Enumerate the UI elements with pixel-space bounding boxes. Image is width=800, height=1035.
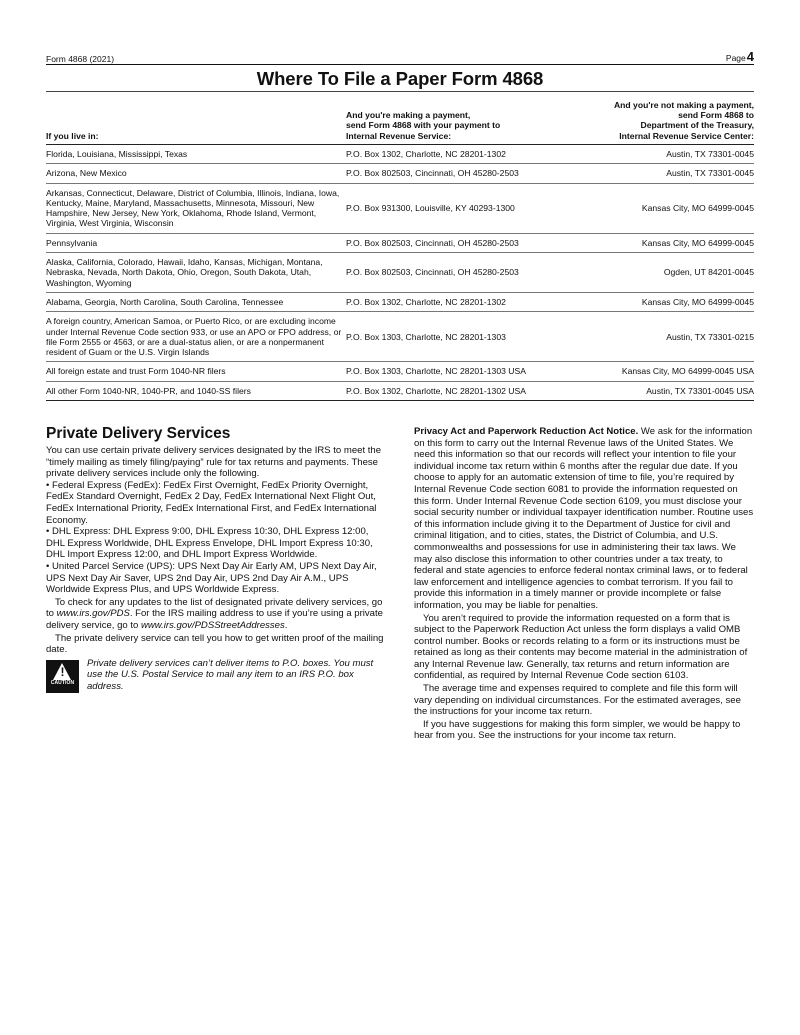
without-payment-cell: Kansas City, MO 64999-0045 USA — [586, 362, 754, 381]
privacy-act-section — [414, 426, 754, 742]
table-row — [46, 381, 754, 400]
with-payment-cell: P.O. Box 1302, Charlotte, NC 28201-1302 USA — [346, 381, 586, 400]
header-without-payment — [586, 92, 754, 145]
privacy-heading: Privacy Act and Paperwork Reduction Act Notice. — [414, 426, 639, 437]
pds-updates — [46, 597, 386, 632]
without-payment-cell: Kansas City, MO 64999-0045 — [586, 183, 754, 233]
without-payment-cell: Ogden, UT 84201-0045 — [586, 253, 754, 293]
pds-proof: The private delivery service can tell you how to get written proof of the mailing date. — [46, 632, 384, 656]
header-line: Internal Revenue Service: — [346, 130, 452, 141]
states-cell: All foreign estate and trust Form 1040-NR filers — [46, 362, 346, 381]
header-line: And you're not making a payment, — [613, 99, 754, 110]
with-payment-cell: P.O. Box 1302, Charlotte, NC 28201-1302 — [346, 145, 586, 164]
private-delivery-section — [46, 423, 386, 742]
table-row — [46, 183, 754, 233]
where-to-file-table — [46, 92, 754, 401]
privacy-text: We ask for the information on this form to carry out the Internal Revenue laws of the United States. We need this information so that our records will reflect your intention to file your individual income tax return within 6 months after the regular due date. If you choose to apply for an automatic extension of time to file, you’re required by Internal Revenue Code section 6081 to provide the information requested on this form. Under Internal Revenue Code section 6109, you must disclose your social security number or individual taxpayer identification number. Routine uses of this information include giving it to the Department of Justice for civil and criminal litigation, and to cities, states, the District of Columbia, and U.S. commonwealths and possessions for use in administering their tax laws. We may also disclose this information to other countries under a tax treaty, to federal and state agencies to enforce federal nontax criminal laws, or to federal law enforcement and intelligence agencies to combat terrorism. If you fail to provide this information in a timely manner or provide incomplete or false information, you may be liable for penalties. — [414, 426, 754, 611]
form-page — [46, 48, 754, 401]
table-row — [46, 292, 754, 311]
page-title: Where To File a Paper Form 4868 — [256, 68, 544, 89]
states-cell: Florida, Louisiana, Mississippi, Texas — [46, 145, 346, 164]
table-row — [46, 145, 754, 164]
page-indicator — [726, 49, 754, 64]
without-payment-cell: Austin, TX 73301-0215 — [586, 312, 754, 362]
caution-icon — [46, 660, 79, 693]
pds-bullet-ups: • United Parcel Service (UPS): UPS Next Day Air Early AM, UPS Next Day Air, UPS Next Day Air Saver, UPS 2nd Day Air, UPS 2nd Day Air A.M., UPS Worldwide Express Plus, and UPS Worldwide Express. — [46, 560, 377, 596]
states-cell: Arkansas, Connecticut, Delaware, District of Columbia, Illinois, Indiana, Iowa, Kentucky, Maine, Maryland, Massachusetts, Minnesota, Missouri, New Hampshire, New Jersey, New York, Oklahoma, Rhode Island, Vermont, Virginia, West Virginia, Wisconsin — [46, 183, 346, 233]
table-row — [46, 312, 754, 362]
text: . For the IRS mailing address to use if you’re using a private delivery service, go to — [46, 608, 383, 631]
pds-intro: You can use certain private delivery services designated by the IRS to meet the “timely mailing as timely filing/paying” rule for tax returns and payments. These private delivery services include only the following. — [46, 445, 382, 480]
table-row — [46, 164, 754, 183]
without-payment-cell: Austin, TX 73301-0045 — [586, 145, 754, 164]
with-payment-cell: P.O. Box 802503, Cincinnati, OH 45280-2503 — [346, 253, 586, 293]
pds-heading: Private Delivery Services — [46, 425, 231, 442]
table-header-row — [46, 92, 754, 145]
pds-bullet-dhl: • DHL Express: DHL Express 9:00, DHL Express 10:30, DHL Express 12:00, DHL Express Worldwide, DHL Express Envelope, DHL Import Express 10:30, DHL Import Express 12:00, and DHL Import Express Worldwide. — [46, 526, 373, 561]
irs-pds-link[interactable]: www.irs.gov/PDS — [56, 608, 130, 620]
caution-text: Private delivery services can’t deliver items to P.O. boxes. You must use the U.S. Postal Service to mail any item to an IRS P.O. box address. — [87, 657, 374, 692]
text: . — [284, 619, 288, 631]
pds-bullet-fedex: • Federal Express (FedEx): FedEx First Overnight, FedEx Priority Overnight, FedEx Standard Overnight, FedEx 2 Day, FedEx International Next Flight Out, FedEx International Priority, FedEx International First, and FedEx International Economy. — [46, 479, 377, 526]
table-row — [46, 253, 754, 293]
page-header — [46, 48, 754, 64]
caution-note — [46, 658, 386, 693]
table-row — [46, 362, 754, 381]
header-line: send Form 4868 with your payment to — [346, 120, 501, 131]
header-line: Internal Revenue Service Center: — [619, 130, 754, 141]
privacy-p2: You aren’t required to provide the information requested on a form that is subject to the Paperwork Reduction Act unless the form displays a valid OMB control number. Books or records relating to a form or its instructions must be retained as long as their contents may become material in the administration of any Internal Revenue law. Generally, tax returns and return information are confidential, as required by Internal Revenue Code section 6103. — [414, 612, 748, 682]
header-line: And you're making a payment, — [346, 110, 471, 121]
with-payment-cell: P.O. Box 931300, Louisville, KY 40293-1300 — [346, 183, 586, 233]
header-states: If you live in: — [46, 92, 346, 145]
page-prefix: Page — [725, 53, 746, 63]
irs-pds-street-link[interactable]: www.irs.gov/PDSStreetAddresses — [140, 619, 285, 631]
header-rule — [46, 64, 754, 65]
with-payment-cell: P.O. Box 802503, Cincinnati, OH 45280-2503 — [346, 233, 586, 252]
table-row — [46, 233, 754, 252]
states-cell: Pennsylvania — [46, 233, 346, 252]
body-columns — [46, 423, 754, 742]
text: To check for any updates to the list of designated private delivery services, go to — [46, 596, 383, 620]
exclamation-mark: ! — [60, 664, 65, 679]
page-number: 4 — [746, 49, 754, 64]
privacy-p4: If you have suggestions for making this form simpler, we would be happy to hear from you. See the instructions for your income tax return. — [414, 718, 741, 742]
privacy-p3: The average time and expenses required to complete and file this form will vary depending on individual circumstances. For the estimated averages, see the instructions for your income tax return. — [414, 683, 741, 718]
without-payment-cell: Austin, TX 73301-0045 USA — [586, 381, 754, 400]
header-line: Department of the Treasury, — [640, 120, 754, 131]
with-payment-cell: P.O. Box 1302, Charlotte, NC 28201-1302 — [346, 292, 586, 311]
without-payment-cell: Austin, TX 73301-0045 — [586, 164, 754, 183]
without-payment-cell: Kansas City, MO 64999-0045 — [586, 233, 754, 252]
form-label: Form 4868 (2021) — [46, 54, 115, 64]
states-cell: Alabama, Georgia, North Carolina, South Carolina, Tennessee — [46, 292, 346, 311]
states-cell: All other Form 1040-NR, 1040-PR, and 1040-SS filers — [46, 381, 346, 400]
states-cell: Alaska, California, Colorado, Hawaii, Idaho, Kansas, Michigan, Montana, Nebraska, Nevada, North Dakota, Ohio, Oregon, South Dakota, Utah, Washington, Wyoming — [46, 253, 346, 293]
header-line: send Form 4868 to — [678, 110, 754, 121]
states-cell: A foreign country, American Samoa, or Puerto Rico, or are excluding income under Internal Revenue Code section 933, or use an APO or FPO address, or file Form 2555 or 4563, or are a dual-status alien, or are a nonpermanent resident of Guam or the U.S. Virgin Islands — [46, 312, 346, 362]
with-payment-cell: P.O. Box 802503, Cincinnati, OH 45280-2503 — [346, 164, 586, 183]
with-payment-cell: P.O. Box 1303, Charlotte, NC 28201-1303 — [346, 312, 586, 362]
states-cell: Arizona, New Mexico — [46, 164, 346, 183]
caution-label: CAUTION — [50, 680, 75, 687]
privacy-p1 — [414, 426, 754, 612]
with-payment-cell: P.O. Box 1303, Charlotte, NC 28201-1303 USA — [346, 362, 586, 381]
header-with-payment — [346, 92, 586, 145]
without-payment-cell: Kansas City, MO 64999-0045 — [586, 292, 754, 311]
